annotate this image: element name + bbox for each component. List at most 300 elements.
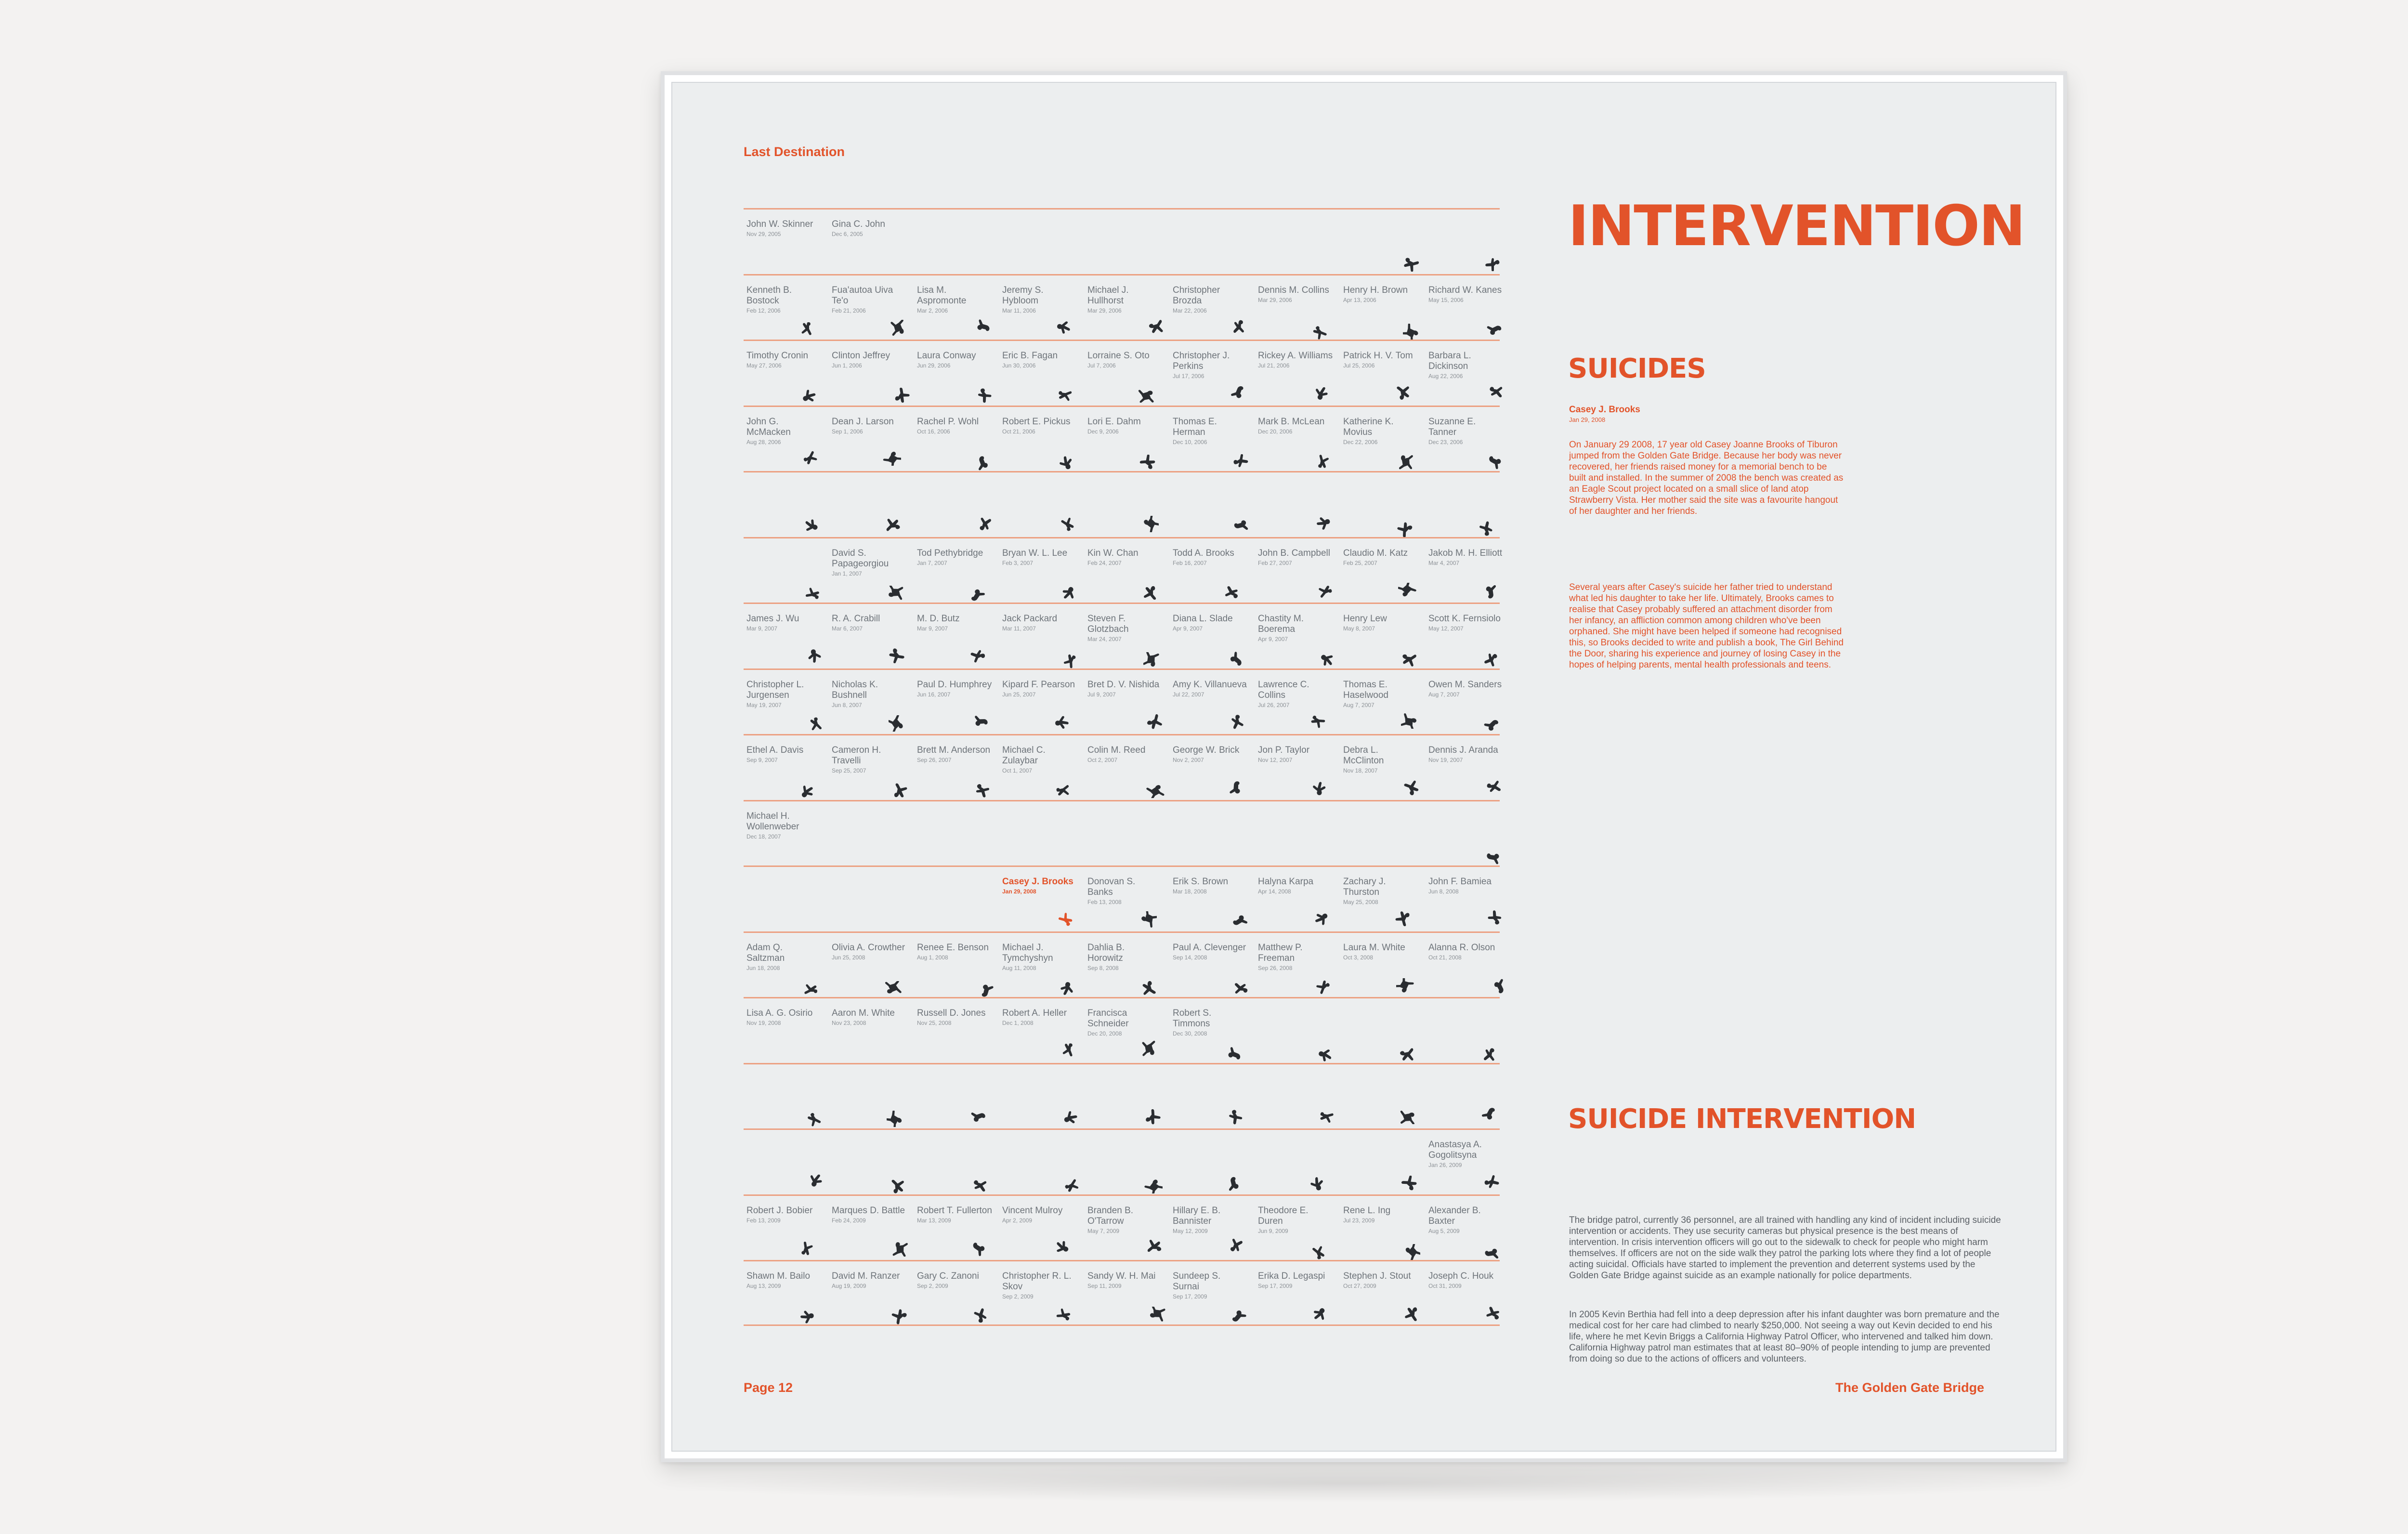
memorial-row [744,931,1500,997]
memorial-entry [829,407,911,471]
victim-name-text: Stephen J. Stout [1343,1271,1411,1281]
victim-date: May 19, 2007 [746,701,782,708]
falling-figure-icon [1401,255,1420,272]
intervention-paragraph-1: The bridge patrol, currently 36 personnel, are all trained with handling any kind of incident including suicide intervention or accidents. They use security cameras but physical presence is the best means of intervention. In crisis intervention officers will go out to the sidewalk to check for people who might harm themselves. If officers are not on the side walk they patrol the parking lots where they find a lot of people acting suicidal. Officials have started to implement the prevention and deterrent systems used by the Golden Gate Bridge against suicide as an example nationally for police departments. [1569,1215,2001,1281]
memorial-entry [744,1196,825,1260]
memorial-row [744,1063,1500,1129]
memorial-entry [1426,275,1507,340]
victim-date: Aug 13, 2009 [746,1283,781,1289]
falling-figure-icon [1398,1046,1416,1062]
falling-figure-icon [801,450,819,466]
falling-figure-icon [1312,385,1330,402]
falling-figure-icon [1058,980,1076,996]
poster-frame [661,71,2067,1462]
victim-name [746,680,822,709]
memorial-slot [1340,472,1422,537]
victim-date: Feb 25, 2007 [1343,559,1377,566]
victim-name [832,548,907,577]
victim-date: May 27, 2006 [746,362,782,369]
memorial-entry [1426,670,1507,734]
falling-figure-icon [1479,1046,1498,1062]
victim-name-text: David M. Ranzer [832,1271,900,1281]
memorial-entry [1085,1196,1166,1260]
memorial-entry [1426,407,1507,471]
memorial-entry [1255,933,1337,997]
victim-name-text: Todd A. Brooks [1173,548,1234,558]
falling-figure-icon [968,1110,987,1127]
falling-figure-icon [1231,911,1249,927]
frame-shadow [636,1464,2071,1503]
falling-figure-icon [890,783,908,800]
victim-date: Nov 2, 2007 [1173,757,1204,763]
victim-date: Jul 26, 2007 [1258,701,1290,708]
victim-name [1343,417,1418,446]
falling-figure-icon [1144,1177,1163,1193]
falling-figure-icon [805,1111,823,1128]
victim-name [917,943,992,961]
memorial-entry [1340,1261,1422,1325]
victim-name [1173,417,1248,446]
victim-date: Feb 24, 2007 [1087,559,1122,566]
falling-figure-icon [1400,651,1418,667]
falling-figure-icon [1316,583,1335,600]
memorial-entry [744,1261,825,1325]
victim-date: Dec 20, 2008 [1087,1030,1122,1037]
memorial-entry [1085,407,1166,471]
victim-name-text: Shawn M. Bailo [746,1271,811,1281]
victim-name [1087,351,1163,369]
memorial-entry [999,275,1081,340]
victim-date: Mar 18, 2008 [1173,888,1207,895]
falling-figure-icon [1488,453,1506,469]
memorial-row [744,1260,1500,1326]
memorial-entry [914,933,996,997]
victim-name [1258,285,1333,304]
victim-date: Aug 11, 2008 [1002,964,1036,971]
memorial-entry [1085,670,1166,734]
memorial-slot [1255,1130,1337,1194]
case-name: Casey J. Brooks [1569,405,1640,415]
victim-name [1173,1206,1248,1235]
victim-name [1258,877,1333,895]
falling-figure-icon [1481,650,1500,667]
victim-date: Mar 29, 2006 [1087,307,1122,314]
victim-date: Feb 16, 2007 [1173,559,1207,566]
memorial-entry [999,933,1081,997]
victim-name [1087,943,1163,972]
memorial-entry [1255,670,1337,734]
memorial-entry [999,604,1081,668]
victim-name [1428,614,1504,632]
memorial-entry [829,1196,911,1260]
falling-figure-icon [1140,516,1159,532]
memorial-entry [1340,407,1422,471]
victim-name [746,1206,822,1224]
victim-date: Sep 26, 2007 [917,757,952,763]
victim-name [1343,1271,1418,1290]
memorial-entry [744,933,825,997]
victim-name-text: Gary C. Zanoni [917,1271,979,1281]
victim-date: Sep 17, 2009 [1258,1283,1293,1289]
falling-figure-icon [889,715,907,732]
falling-figure-icon [1313,454,1332,470]
victim-name-text: Suzanne E. Tanner [1428,416,1476,437]
memorial-slot [1170,1130,1252,1194]
falling-figure-icon [1402,780,1421,797]
victim-name [1173,614,1248,632]
victim-name [832,1008,907,1027]
victim-name [917,548,992,567]
falling-figure-icon [970,715,989,731]
case-date: Jan 29, 2008 [1569,416,1606,423]
victim-name [1002,1271,1077,1300]
victim-name-text: Thomas E. Haselwood [1343,679,1388,700]
memorial-slot [914,472,996,537]
falling-figure-icon [1143,1109,1161,1126]
victim-date: Dec 23, 2006 [1428,438,1463,446]
victim-date: Jan 29, 2008 [1002,888,1036,895]
victim-name [1173,1271,1248,1300]
victim-name [1258,417,1333,435]
victim-name [1087,1271,1163,1290]
falling-figure-icon [884,517,903,534]
victim-name-text: Lawrence C. Collins [1258,679,1309,700]
falling-figure-icon [1139,455,1157,471]
victim-name-text: Lori E. Dahm [1087,416,1141,427]
memorial-entry [999,867,1081,931]
memorial-slot [1426,801,1507,865]
victim-name-text: Paul D. Humphrey [917,679,992,690]
victim-name-text: Jakob M. H. Elliott [1428,548,1503,558]
memorial-row [744,1194,1500,1260]
falling-figure-icon [1054,782,1072,799]
victim-date: Mar 22, 2006 [1173,307,1207,314]
memorial-entry [1340,670,1422,734]
memorial-entry [914,275,996,340]
falling-figure-icon [1139,911,1157,928]
victim-date: Sep 8, 2008 [1087,964,1119,971]
victim-date: Jul 7, 2006 [1087,362,1116,369]
victim-date: Oct 1, 2007 [1002,767,1033,774]
memorial-entry [1170,604,1252,668]
falling-figure-icon [1055,1307,1073,1324]
victim-name-text: Erik S. Brown [1173,877,1229,887]
memorial-entry [744,275,825,340]
memorial-slot [829,1130,911,1194]
victim-name [1258,614,1333,643]
victim-name-text: Kenneth B. Bostock [746,285,792,306]
falling-figure-icon [1486,384,1505,401]
victim-name [1173,548,1248,567]
memorial-slot [1085,1130,1166,1194]
victim-date: Mar 9, 2007 [746,625,778,632]
victim-date: Jul 9, 2007 [1087,691,1116,698]
victim-name-text: Rickey A. Williams [1258,351,1333,361]
victim-name [746,614,822,632]
memorial-entry [1255,735,1337,800]
memorial-entry [1255,867,1337,931]
victim-date: May 12, 2007 [1428,625,1464,632]
falling-figure-icon [1308,1176,1326,1193]
victim-name [832,285,907,315]
falling-figure-icon [1313,910,1331,927]
victim-date: Nov 25, 2008 [917,1020,952,1026]
memorial-entry [1340,275,1422,340]
memorial-entry [829,210,911,274]
victim-name-text: John G. McMacken [746,416,791,437]
victim-name [1002,285,1077,315]
memorial-row [744,537,1503,603]
memorial-entry [1426,735,1507,800]
victim-name [1087,614,1163,643]
victim-name [917,1271,992,1290]
memorial-entry [1426,341,1507,405]
memorial-entry [1170,275,1252,340]
memorial-entry [829,998,911,1062]
memorial-entry [1340,735,1422,800]
victim-name-text: Robert E. Pickus [1002,416,1071,427]
victim-date: Jun 8, 2007 [832,701,862,708]
victim-name-text: Bryan W. L. Lee [1002,548,1068,558]
memorial-entry [1170,407,1252,471]
falling-figure-icon [1400,1176,1419,1192]
falling-figure-icon [798,320,816,337]
victim-date: Apr 14, 2008 [1258,888,1291,895]
falling-figure-icon [1062,1178,1081,1194]
falling-figure-icon [1229,1306,1247,1323]
memorial-entry [999,538,1081,603]
falling-figure-icon [1489,978,1507,994]
falling-figure-icon [1225,1109,1243,1125]
victim-name-text: Russell D. Jones [917,1008,986,1018]
falling-figure-icon [1056,387,1074,403]
memorial-entry [1426,538,1507,603]
falling-figure-icon [887,647,905,663]
memorial-slot [1340,210,1422,274]
memorial-entry [1255,275,1337,340]
memorial-slot [999,472,1081,537]
victim-date: Jul 22, 2007 [1173,691,1204,698]
victim-name [917,614,992,632]
victim-date: Oct 31, 2009 [1428,1283,1462,1289]
memorial-slot [1255,1064,1337,1128]
victim-name [1343,614,1418,632]
memorial-slot [1426,998,1507,1062]
memorial-entry [1255,1196,1337,1260]
memorial-entry [1085,998,1166,1062]
victim-name [1002,943,1077,972]
victim-name [1428,877,1504,895]
memorial-entry [1426,604,1507,668]
memorial-slot [1426,1064,1507,1128]
memorial-row [744,734,1500,800]
intervention-paragraph-2: In 2005 Kevin Berthia had fell into a deep depression after his infant daughter was born premature and the medical cost for her care had climbed to nearly $250,000. Not seeing a way out Kevin decided to end his life, where he met Kevin Briggs a California Highway Patrol Officer, who intervened and talked him down. California Highway patrol man estimates that at least 80–90% of people intending to jump are prevented from doing so due to the actions of officers and volunteers. [1569,1310,2000,1364]
victim-name [832,943,907,961]
falling-figure-icon [1231,454,1250,471]
falling-figure-icon [1053,1239,1072,1256]
falling-figure-icon [1480,582,1498,599]
victim-name [917,1206,992,1224]
victim-name [1002,745,1077,774]
memorial-slot [1426,472,1507,537]
falling-figure-icon [972,319,991,336]
falling-figure-icon [1483,255,1502,271]
victim-date: Feb 3, 2007 [1002,559,1034,566]
victim-name-text: Kin W. Chan [1087,548,1139,558]
victim-name-text: Vincent Mulroy [1002,1205,1063,1216]
victim-name-text: Brett M. Anderson [917,745,991,755]
memorial-entry [1085,867,1166,931]
memorial-slot [744,472,825,537]
falling-figure-icon [1481,1107,1499,1124]
falling-figure-icon [1317,1108,1335,1125]
memorial-slot [1340,1130,1422,1194]
memorial-entry [1170,867,1252,931]
victim-name-text: Sundeep S. Surnai [1173,1271,1221,1292]
victim-date: Sep 26, 2008 [1258,964,1293,971]
falling-figure-icon [1226,1177,1244,1193]
victim-date: Jun 30, 2006 [1002,362,1036,369]
memorial-entry [999,341,1081,405]
victim-name-text: Clinton Jeffrey [832,351,890,361]
memorial-slot [914,1130,996,1194]
victim-name-text: Jon P. Taylor [1258,745,1310,755]
victim-date: May 8, 2007 [1343,625,1375,632]
victim-name [1002,680,1077,698]
memorial-entry [1170,538,1252,603]
victim-name-text: Claudio M. Katz [1343,548,1408,558]
memorial-entry [914,407,996,471]
project-title: Last Destination [744,144,845,159]
victim-name [1258,1206,1333,1235]
victim-name [917,285,992,315]
falling-figure-icon [1309,1245,1328,1261]
memorial-entry [1340,604,1422,668]
victim-name-text: Scott K. Fernsiolo [1428,614,1501,624]
memorial-entry [999,735,1081,800]
victim-name-text: Thomas E. Herman [1173,416,1217,437]
victim-name [746,1271,822,1290]
falling-figure-icon [972,783,990,799]
falling-figure-icon [798,1309,817,1325]
falling-figure-icon [1486,848,1504,865]
victim-name-text: Michael J. Hullhorst [1087,285,1129,306]
memorial-entry [829,538,911,603]
victim-name-text: Katherine K. Movius [1343,416,1394,437]
victim-name [746,943,822,972]
memorial-grid [744,208,1503,1326]
falling-figure-icon [1138,386,1156,403]
victim-name-text: Sandy W. H. Mai [1087,1271,1156,1281]
falling-figure-icon [1394,385,1412,401]
victim-name-text: Branden B. O'Tarrow [1087,1205,1134,1226]
victim-name [1087,680,1163,698]
falling-figure-icon [799,388,818,405]
victim-name-text: Amy K. Villanueva [1173,679,1247,690]
falling-figure-icon [1395,453,1413,470]
falling-figure-icon [892,388,910,404]
victim-name [1173,943,1248,961]
memorial-row [744,340,1500,406]
falling-figure-icon [1403,324,1421,340]
victim-name-text: Joseph C. Houk [1428,1271,1494,1281]
falling-figure-icon [976,981,995,997]
victim-name [746,219,822,238]
victim-name-text: Zachary J. Thurston [1343,877,1386,897]
victim-name [832,614,907,632]
falling-figure-icon [1060,585,1078,601]
victim-date: Jun 25, 2008 [832,954,865,961]
memorial-slot [1255,998,1337,1062]
victim-date: Nov 23, 2008 [832,1020,866,1026]
memorial-entry [1170,670,1252,734]
victim-date: Sep 2, 2009 [917,1283,948,1289]
falling-figure-icon [1233,515,1251,532]
victim-date: Aug 22, 2006 [1428,373,1463,380]
memorial-entry [1255,538,1337,603]
victim-name [1343,943,1418,961]
memorial-entry [1170,735,1252,800]
victim-name-text: Erika D. Legaspi [1258,1271,1325,1281]
victim-name-text: Rachel P. Wohl [917,416,979,427]
victim-date: Apr 2, 2009 [1002,1217,1033,1224]
memorial-row [744,800,1500,866]
victim-date: Feb 27, 2007 [1258,559,1292,566]
memorial-entry [744,801,825,865]
intervention-heading: SUICIDE INTERVENTION [1568,1103,1916,1135]
memorial-entry [744,341,825,405]
victim-name [917,745,992,764]
victim-name-text: Michael J. Tymchyshyn [1002,942,1053,963]
falling-figure-icon [802,982,820,998]
footer-title: The Golden Gate Bridge [1835,1380,1984,1395]
victim-date: Dec 1, 2008 [1002,1020,1034,1026]
memorial-entry [1085,735,1166,800]
falling-figure-icon [1479,521,1497,537]
falling-figure-icon [1487,909,1505,926]
memorial-entry [1255,604,1337,668]
victim-name-text: Henry Lew [1343,614,1387,624]
memorial-entry [744,210,825,274]
memorial-entry [1085,604,1166,668]
victim-name [746,285,822,315]
memorial-slot [744,1130,825,1194]
victim-date: May 7, 2009 [1087,1227,1120,1234]
victim-date: Oct 21, 2008 [1428,954,1462,961]
victim-name-text: Steven F. Glotzbach [1087,614,1129,634]
victim-name-text: Dean J. Larson [832,416,894,427]
falling-figure-icon [1141,1041,1160,1057]
victim-name [832,351,907,369]
falling-figure-icon [1052,714,1071,731]
victim-name-text: Laura M. White [1343,942,1405,953]
memorial-entry [744,998,825,1062]
memorial-entry [1426,1261,1507,1325]
victim-name [917,680,992,698]
victim-name [1002,614,1077,632]
memorial-entry [999,1196,1081,1260]
victim-name-text: Robert S. Timmons [1173,1008,1212,1029]
victim-name-text: Michael H. Wollenweber [746,811,799,832]
victim-name [1002,877,1077,895]
memorial-entry [829,1261,911,1325]
victim-date: Oct 21, 2006 [1002,428,1035,435]
victim-name [1087,1008,1163,1037]
victim-name [1343,745,1418,774]
victim-name-text: Lisa M. Aspromonte [917,285,967,306]
falling-figure-icon [1403,1305,1422,1322]
victim-name [1258,745,1333,764]
